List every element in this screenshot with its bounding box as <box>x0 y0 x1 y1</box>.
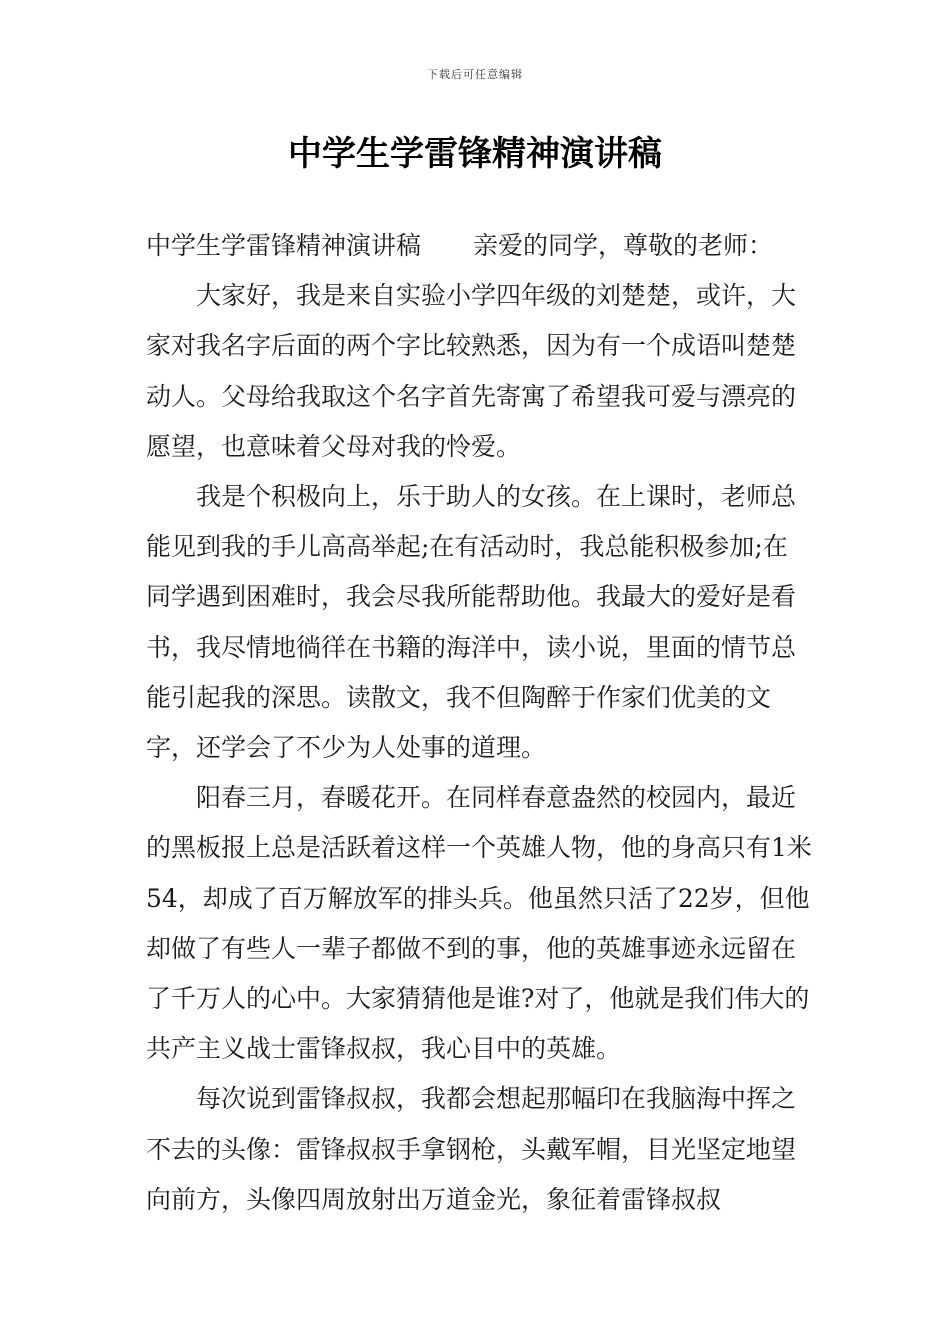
document-body <box>146 221 812 1225</box>
paragraph-hero: 阳春三月，春暖花开。在同样春意盎然的校园内，最近的黑板报上总是活跃着这样一个英雄人物，他的身高只有1米54，却成了百万解放军的排头兵。他虽然只活了22岁，但他却做了有些人一辈子都做不到的事，他的英雄事迹永远留在了千万人的心中。大家猜猜他是谁?对了，他就是我们伟大的共产主义战士雷锋叔叔，我心目中的英雄。 <box>146 783 812 1064</box>
salutation: 亲爱的同学，尊敬的老师： <box>473 231 774 260</box>
document-title: 中学生学雷锋精神演讲稿 <box>288 134 662 174</box>
paragraph-personality: 我是个积极向上，乐于助人的女孩。在上课时，老师总能见到我的手儿高高举起;在有活动时，我总能积极参加;在同学遇到困难时，我会尽我所能帮助他。我最大的爱好是看书，我尽情地徜徉在书籍的海洋中，读小说，里面的情节总能引起我的深思。读散文，我不但陶醉于作家们优美的文字，还学会了不少为人处事的道理。 <box>146 482 797 763</box>
opening-title: 中学生学雷锋精神演讲稿 <box>146 231 422 260</box>
paragraph-introduction: 大家好，我是来自实验小学四年级的刘楚楚，或许，大家对我名字后面的两个字比较熟悉，因为有一个成语叫楚楚动人。父母给我取这个名字首先寄寓了希望我可爱与漂亮的愿望，也意味着父母对我的怜爱。 <box>146 281 797 461</box>
page-header-note: 下载后可任意编辑 <box>427 68 523 81</box>
opening-line <box>146 221 812 271</box>
paragraph-portrait: 每次说到雷锋叔叔，我都会想起那幅印在我脑海中挥之不去的头像：雷锋叔叔手拿钢枪，头戴军帽，目光坚定地望向前方，头像四周放射出万道金光，象征着雷锋叔叔 <box>146 1084 797 1214</box>
